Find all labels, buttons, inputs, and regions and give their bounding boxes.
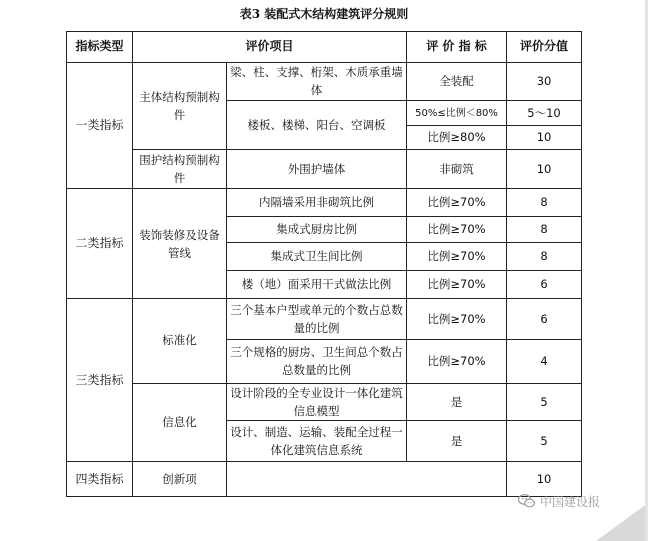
item-cell: 内隔墙采用非砌筑比例 xyxy=(227,189,407,217)
group-innovation: 创新项 xyxy=(133,462,227,497)
category-type-2: 二类指标 xyxy=(67,189,133,299)
indicator-cell: 比例≥70% xyxy=(407,339,507,383)
header-evaluation-indicator: 评 价 指 标 xyxy=(407,32,507,63)
table-row xyxy=(67,462,582,497)
header-indicator-type: 指标类型 xyxy=(67,32,133,63)
indicator-cell: 是 xyxy=(407,383,507,421)
group-standardization: 标准化 xyxy=(133,299,227,384)
indicator-cell: 比例≥70% xyxy=(407,243,507,271)
scoring-table xyxy=(66,31,582,497)
indicator-cell: 比例≥70% xyxy=(407,189,507,217)
indicator-cell: 比例≥80% xyxy=(407,125,507,149)
score-cell: 30 xyxy=(507,62,582,101)
header-row xyxy=(67,32,582,63)
score-cell: 8 xyxy=(507,189,582,217)
header-score: 评价分值 xyxy=(507,32,582,63)
group-informatization: 信息化 xyxy=(133,383,227,462)
indicator-cell: 50%≤比例＜80% xyxy=(407,101,507,125)
item-cell: 集成式卫生间比例 xyxy=(227,243,407,271)
watermark-text: 中国建设报 xyxy=(539,494,600,509)
page-fold-decoration xyxy=(596,503,648,541)
indicator-cell: 比例≥70% xyxy=(407,216,507,243)
indicator-cell: 是 xyxy=(407,421,507,462)
item-cell: 梁、柱、支撑、桁架、木质承重墙体 xyxy=(227,62,407,101)
score-cell: 4 xyxy=(507,339,582,383)
score-cell: 6 xyxy=(507,270,582,299)
category-type-3: 三类指标 xyxy=(67,299,133,462)
item-cell: 设计、制造、运输、装配全过程一体化建筑信息系统 xyxy=(227,421,407,462)
indicator-cell: 比例≥70% xyxy=(407,270,507,299)
item-cell: 三个规格的厨房、卫生间总个数占总数量的比例 xyxy=(227,339,407,383)
table-row xyxy=(67,189,582,217)
item-cell: 三个基本户型或单元的个数占总数量的比例 xyxy=(227,299,407,340)
indicator-cell: 非砌筑 xyxy=(407,150,507,189)
empty-cell xyxy=(227,462,507,497)
table-row xyxy=(67,383,582,421)
score-cell: 5～10 xyxy=(507,101,582,125)
header-evaluation-item: 评价项目 xyxy=(133,32,407,63)
table-row xyxy=(67,150,582,189)
table-title: 表3 装配式木结构建筑评分规则 xyxy=(239,7,409,21)
indicator-cell: 比例≥70% xyxy=(407,299,507,340)
item-cell: 集成式厨房比例 xyxy=(227,216,407,243)
score-cell: 5 xyxy=(507,421,582,462)
score-cell: 8 xyxy=(507,243,582,271)
score-cell: 10 xyxy=(507,125,582,149)
item-cell: 设计阶段的全专业设计一体化建筑信息模型 xyxy=(227,383,407,421)
watermark xyxy=(518,491,600,511)
score-cell: 6 xyxy=(507,299,582,340)
table-row xyxy=(67,299,582,340)
group-envelope-structure: 围护结构预制构件 xyxy=(133,150,227,189)
category-type-1: 一类指标 xyxy=(67,62,133,188)
score-cell: 10 xyxy=(507,462,582,497)
item-cell: 外围护墙体 xyxy=(227,150,407,189)
wechat-icon xyxy=(518,494,535,508)
group-main-structure: 主体结构预制构件 xyxy=(133,62,227,150)
group-decoration-pipelines: 装饰装修及设备管线 xyxy=(133,189,227,299)
indicator-cell: 全装配 xyxy=(407,62,507,101)
table-row xyxy=(67,62,582,101)
score-cell: 8 xyxy=(507,216,582,243)
category-type-4: 四类指标 xyxy=(67,462,133,497)
score-cell: 5 xyxy=(507,383,582,421)
item-cell: 楼板、楼梯、阳台、空调板 xyxy=(227,101,407,150)
item-cell: 楼（地）面采用干式做法比例 xyxy=(227,270,407,299)
score-cell: 10 xyxy=(507,150,582,189)
